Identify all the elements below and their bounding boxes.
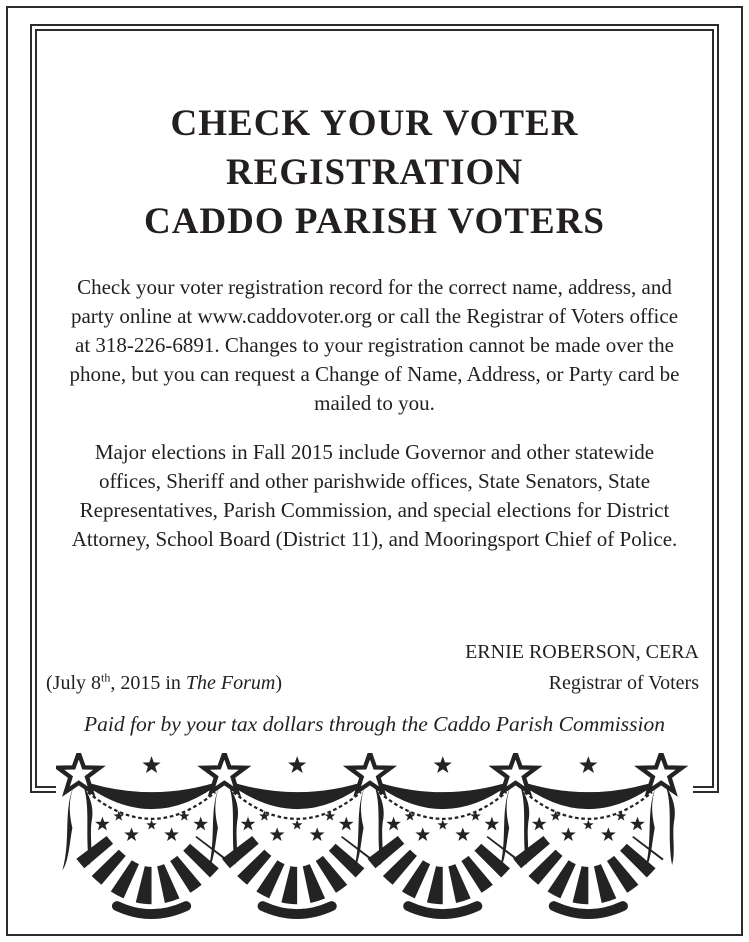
- patriotic-bunting-graphic: [56, 753, 693, 931]
- bunting-svg: [56, 753, 693, 931]
- ordinal-superscript: th: [101, 670, 111, 685]
- headline-line-1: CHECK YOUR VOTER: [170, 102, 579, 144]
- headline-line-3: CADDO PARISH VOTERS: [144, 200, 605, 242]
- publication-date-suffix: ): [275, 672, 283, 694]
- headline-line-2: REGISTRATION: [225, 151, 524, 193]
- signature-title: Registrar of Voters: [548, 672, 699, 694]
- signature-name: ERNIE ROBERSON, CERA: [465, 641, 699, 663]
- publication-date-prefix: (July 8: [46, 672, 101, 694]
- publication-row: [46, 672, 699, 695]
- elections-info-paragraph: Major elections in Fall 2015 include Governor and other statewide offices, Sheriff and other parishwide offices, State Senators, State Representatives, Parish Commission, and special elections for District Attorney, School Board (District 11), and Mooringsport Chief of Police.: [71, 440, 678, 551]
- funding-disclosure: Paid for by your tax dollars through the Caddo Parish Commission: [84, 712, 665, 736]
- registration-info-paragraph: Check your voter registration record for the correct name, address, and party online at www.caddovoter.org or call the Registrar of Voters office at 318-226-6891. Changes to your registration cannot be made over the phone, but you can request a Change of Name, Address, or Party card be mailed to you.: [69, 275, 680, 415]
- publication-title: The Forum: [185, 672, 276, 694]
- publication-date-note: [46, 672, 282, 695]
- headline: [60, 99, 689, 246]
- publication-date-middle: , 2015 in: [110, 672, 186, 694]
